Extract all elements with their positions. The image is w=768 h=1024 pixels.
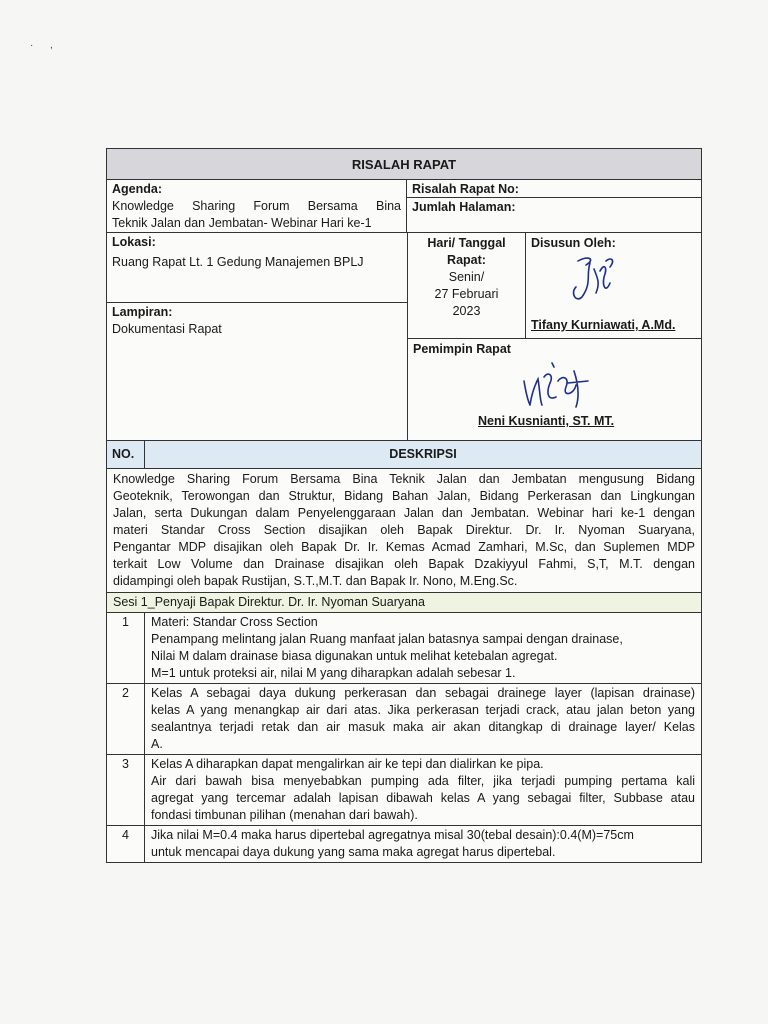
item-line: Air dari bawah bisa menyebabkan pumping ada filter, jika terjadi pumping pertama kali	[151, 774, 695, 788]
item-line: agregat yang tercemar adalah lapisan dibawah kelas A yang sebagai filter, Subbase atau	[151, 791, 695, 805]
scan-specks: · ,	[30, 40, 53, 51]
tanggal-cell	[408, 233, 526, 338]
agenda-row	[107, 180, 701, 233]
item-line: Kelas A sebagai daya dukung perkerasan dan sebagai drainege layer (lapisan drainase)	[151, 686, 695, 700]
pemimpin-cell	[408, 339, 701, 440]
item-line: Penampang melintang jalan Ruang manfaat jalan batasnya sampai dengan drainase,	[151, 632, 623, 646]
item-description	[145, 613, 701, 683]
deskripsi-column-header: DESKRIPSI	[389, 447, 457, 461]
tanggal-year: 2023	[452, 304, 481, 318]
agenda-label: Agenda:	[112, 182, 162, 196]
intro-line: Geoteknik, Terowongan dan Struktur, Bidang Bahan Jalan, Bidang Perkerasan dan Lingkungan	[113, 489, 695, 503]
item-line: kelas A yang menangkap air dari atas. Jika perkerasan terjadi crack, atau jalan beton yang	[151, 703, 695, 717]
item-number: 3	[107, 755, 145, 825]
intro-line: Knowledge Sharing Forum Bersama Bina Teknik Jalan dan Jembatan mengusung Bidang	[113, 472, 695, 486]
risalah-no-label: Risalah Rapat No:	[407, 180, 701, 198]
intro-paragraph	[107, 469, 701, 592]
lokasi-label: Lokasi:	[112, 235, 156, 249]
leader-signature	[518, 361, 602, 411]
item-description	[145, 826, 701, 862]
date-author-row	[408, 233, 701, 339]
table-row	[107, 613, 701, 684]
meeting-info-column	[408, 233, 701, 440]
item-number: 2	[107, 684, 145, 754]
item-line: A.	[151, 737, 163, 751]
risalah-meta	[407, 180, 701, 232]
lokasi-cell	[107, 233, 407, 303]
agenda-line-2: Teknik Jalan dan Jembatan- Webinar Hari ke-1	[112, 216, 372, 230]
session-title: Sesi 1_Penyaji Bapak Direktur. Dr. Ir. Nyoman Suaryana	[113, 595, 425, 609]
author-signature	[566, 253, 626, 305]
agenda-line-1: Knowledge Sharing Forum Bersama Bina	[112, 199, 401, 213]
tanggal-label-1: Hari/ Tanggal	[427, 236, 506, 250]
minutes-document	[106, 148, 702, 863]
table-row	[107, 684, 701, 755]
tanggal-date: 27 Februari	[434, 287, 499, 301]
item-line: fondasi timbunan pilihan (menahan dari bawah).	[151, 808, 418, 822]
item-line: Nilai M dalam drainase biasa digunakan untuk melihat ketebalan agregat.	[151, 649, 558, 663]
details-row	[107, 233, 701, 441]
no-column-header: NO.	[107, 441, 145, 468]
disusun-cell	[526, 233, 701, 338]
lampiran-cell	[107, 303, 407, 440]
lampiran-value: Dokumentasi Rapat	[112, 322, 222, 336]
disusun-label: Disusun Oleh:	[531, 236, 616, 250]
item-number: 4	[107, 826, 145, 862]
intro-row	[107, 469, 701, 593]
intro-line: Pengantar MDP disajikan oleh Bapak Dr. Ir. Kemas Acmad Zamhari, M.Sc, dan Suplemen MDP	[113, 540, 695, 554]
item-line: sealantnya terjadi retak dan air masuk maka air akan ditangkap di drainage layer/ Kelas	[151, 720, 695, 734]
item-line: untuk mencapai daya dukung yang sama maka agregat harus dipertebal.	[151, 845, 556, 859]
agenda-cell	[107, 180, 407, 232]
pemimpin-name: Neni Kusnianti, ST. MT.	[478, 414, 615, 428]
item-description	[145, 755, 701, 825]
document-title: RISALAH RAPAT	[107, 149, 701, 180]
table-header	[107, 441, 701, 469]
item-line: Kelas A diharapkan dapat mengalirkan air ke tepi dan dialirkan ke pipa.	[151, 757, 544, 771]
session-row	[107, 593, 701, 613]
item-number: 1	[107, 613, 145, 683]
jumlah-halaman-label: Jumlah Halaman:	[412, 200, 516, 214]
disusun-name: Tifany Kurniawati, A.Md.	[531, 318, 676, 332]
lokasi-value: Ruang Rapat Lt. 1 Gedung Manajemen BPLJ	[112, 255, 364, 269]
item-description	[145, 684, 701, 754]
item-line: Jika nilai M=0.4 maka harus dipertebal agregatnya misal 30(tebal desain):0.4(M)=75cm	[151, 828, 634, 842]
tanggal-day: Senin/	[448, 270, 485, 284]
item-line: Materi: Standar Cross Section	[151, 615, 318, 629]
intro-line: materi Standar Cross Section disajikan oleh Bapak Direktur. Dr. Ir. Nyoman Suaryana,	[113, 523, 695, 537]
intro-line: terkait Low Volume dan Drainase disajikan oleh Bapak Dzakiyyul Fahmi, S,T, M.T. dengan	[113, 557, 695, 571]
lampiran-label: Lampiran:	[112, 305, 173, 319]
table-row	[107, 755, 701, 826]
item-line: M=1 untuk proteksi air, nilai M yang diharapkan adalah sebesar 1.	[151, 666, 516, 680]
table-row	[107, 826, 701, 862]
tanggal-label-2: Rapat:	[447, 253, 486, 267]
location-attachment-column	[107, 233, 408, 440]
intro-line: Jalan, serta Dukungan dalam Penyelenggaraan Jalan dan Jembatan. Webinar hari ke-1 dengan	[113, 506, 695, 520]
intro-line: didampingi oleh bapak Rustijan, S.T.,M.T. dan Bapak Ir. Nono, M.Eng.Sc.	[113, 574, 518, 588]
pemimpin-label: Pemimpin Rapat	[413, 342, 511, 356]
